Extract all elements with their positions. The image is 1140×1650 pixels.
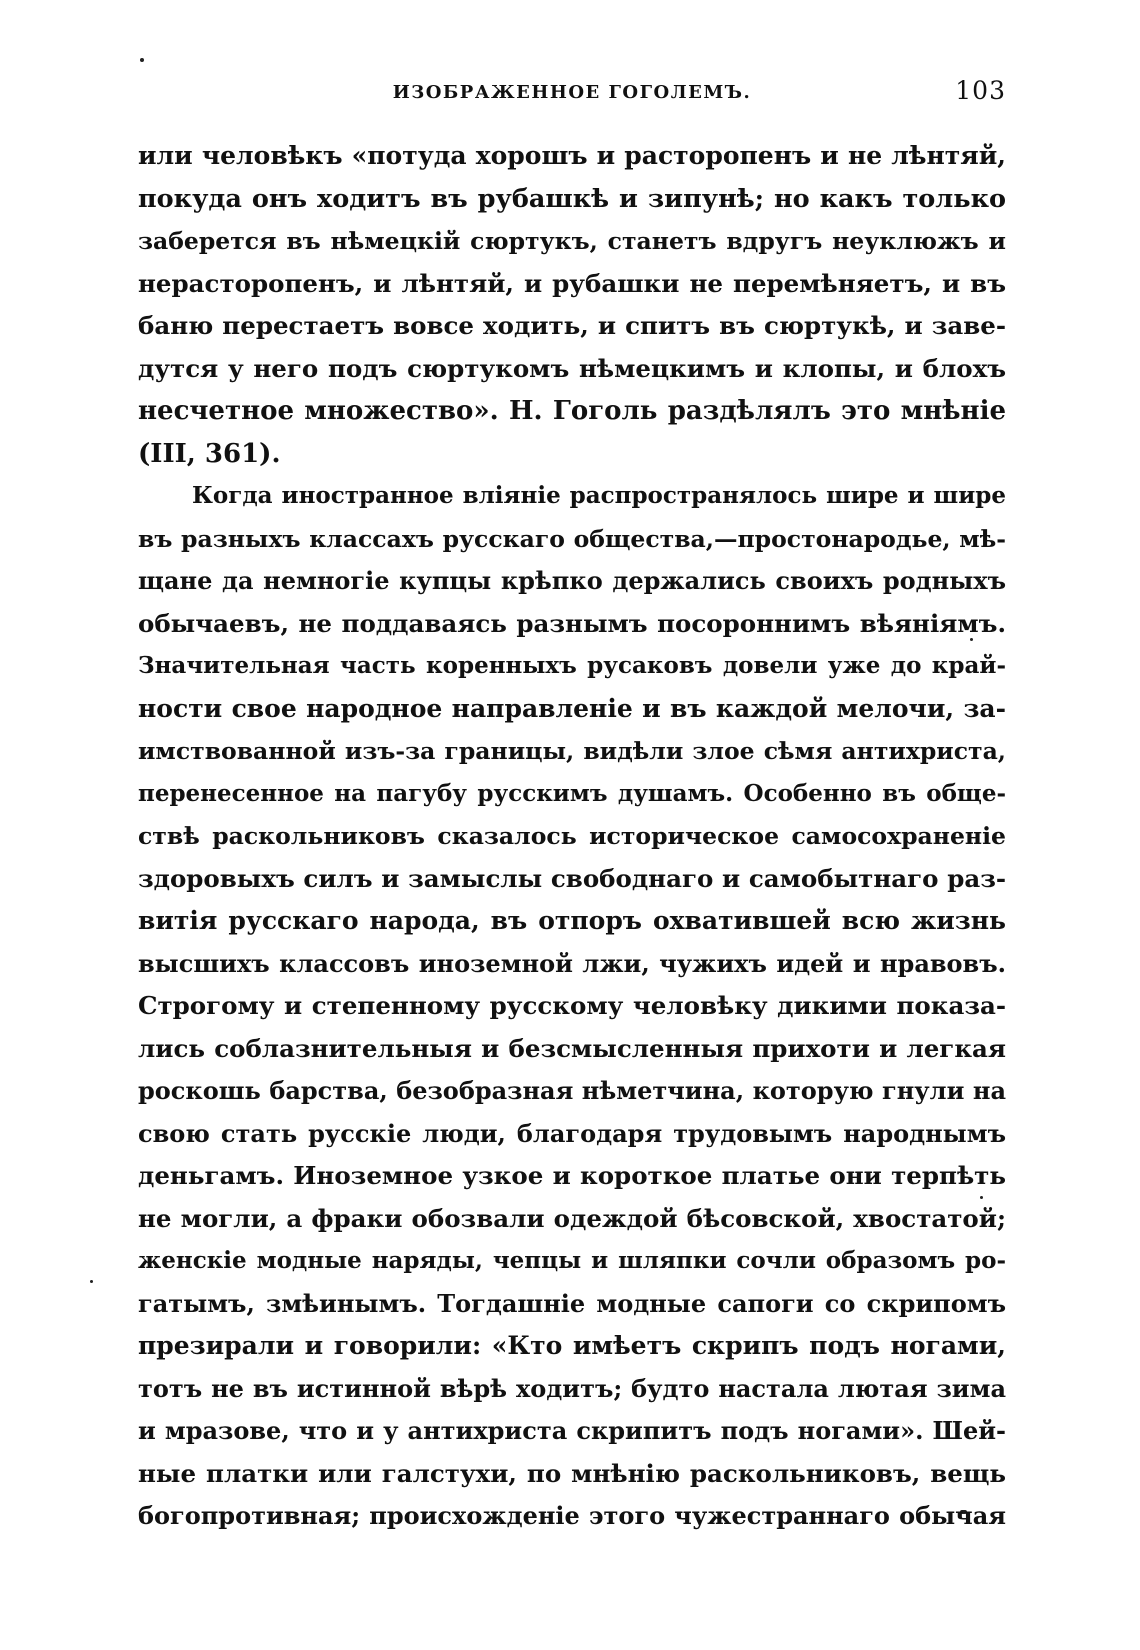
text-line: дутся у него подъ сюртукомъ нѣмецкимъ и клопы, и блохъ [138,353,1006,383]
text-line: презирали и говорили: «Кто имѣетъ скрипъ подъ ногами, [138,1331,1006,1360]
print-speck [140,58,144,62]
text-line: тотъ не въ истинной вѣрѣ ходитъ; будто настала лютая зима [138,1373,1006,1403]
text-line: перенесенное на пагубу русскимъ душамъ. Особенно въ обще- [138,779,1006,807]
body-text [138,135,1006,1538]
text-line: свою стать русскіе люди, благодаря трудовымъ народнымъ [138,1118,1006,1148]
print-speck [90,1280,93,1283]
text-line: роскошь барства, безобразная нѣметчина, которую гнули на [138,1076,1006,1105]
text-line: баню перестаетъ вовсе ходить, и спитъ въ сюртукѣ, и заве- [138,311,1006,340]
text-line: ствѣ раскольниковъ сказалось историческое самосохраненіе [138,822,1006,850]
page-number: 103 [955,76,1006,105]
text-line: не могли, а фраки обозвали одеждой бѣсовской, хвостатой; [138,1203,1006,1233]
text-line: имствованной изъ-за границы, видѣли злое сѣмя антихриста, [138,737,1006,765]
text-line: ные платки или галстухи, по мнѣнію раскольниковъ, вещь [138,1458,1006,1488]
text-line: въ разныхъ классахъ русскаго общества,—простонародье, мѣ- [138,524,1006,553]
text-line: Когда иностранное вліяніе распространялось шире и шире [192,482,1006,509]
running-head: ИЗОБРАЖЕННОЕ ГОГОЛЕМЪ. [392,82,752,103]
text-line: и мразове, что и у антихриста скрипитъ подъ ногами». Шей- [138,1416,1006,1445]
text-line: Строгому и степенному русскому человѣку дикими показа- [138,991,1006,1020]
paragraph [138,475,1006,1538]
text-line: лись соблазнительныя и безсмысленныя прихоти и легкая [138,1033,1006,1063]
text-line: (III, 361). [138,438,281,469]
text-line: или человѣкъ «потуда хорошъ и расторопенъ и не лѣнтяй, [138,141,1006,170]
text-line: высшихъ классовъ иноземной лжи, чужихъ идей и нравовъ. [138,948,1006,978]
text-line: заберется въ нѣмецкій сюртукъ, станетъ вдругъ неуклюжъ и [138,227,1006,255]
text-line: ности свое народное направленіе и въ каждой мелочи, за- [138,693,1006,723]
text-line: гатымъ, змѣинымъ. Тогдашніе модные сапоги со скрипомъ [138,1288,1006,1318]
page-header [138,76,1006,110]
text-line: витія русскаго народа, въ отпоръ охватившей всю жизнь [138,906,1006,935]
text-line: обычаевъ, не поддаваясь разнымъ посороннимъ вѣяніямъ. [138,608,1006,638]
text-line: щане да немногіе купцы крѣпко держались своихъ родныхъ [138,566,1006,595]
text-line: женскіе модные наряды, чепцы и шляпки сочли образомъ ро- [138,1247,1006,1274]
text-line: несчетное множество». Н. Гоголь раздѣлялъ это мнѣніе [138,396,1006,426]
paragraph [138,135,1006,475]
text-line: нерасторопенъ, и лѣнтяй, и рубашки не перемѣняетъ, и въ [138,268,1006,298]
text-line: деньгамъ. Иноземное узкое и короткое платье они терпѣть [138,1161,1006,1190]
text-line: здоровыхъ силъ и замыслы свободнаго и самобытнаго раз- [138,863,1006,893]
text-line: богопротивная; происхожденіе этого чужестраннаго обычая [138,1501,1006,1530]
text-line: Значительная часть коренныхъ русаковъ довели уже до край- [138,652,1006,679]
text-line: покуда онъ ходитъ въ рубашкѣ и зипунѣ; но какъ только [138,183,1006,214]
